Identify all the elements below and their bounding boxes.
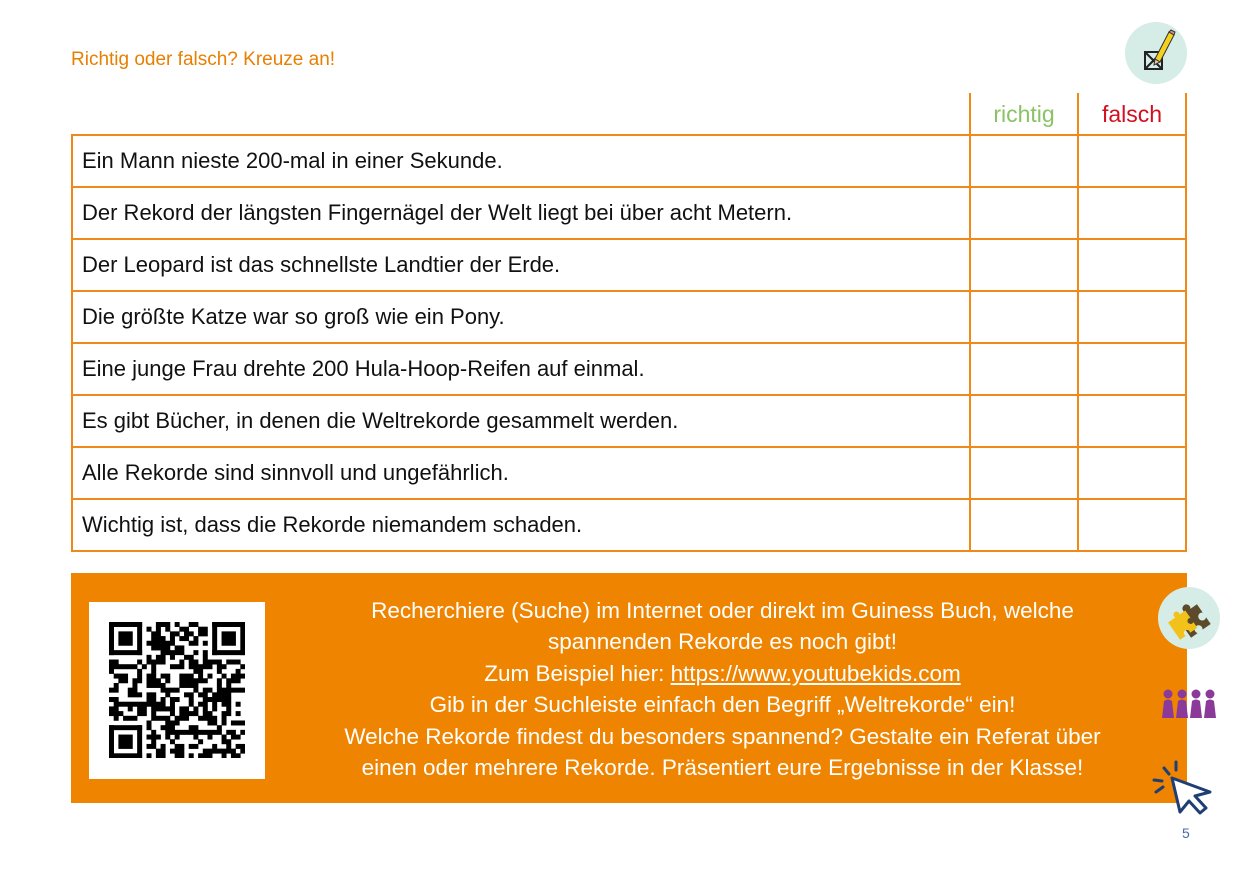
table-row [72, 239, 1186, 291]
check-cell-falsch[interactable] [1078, 343, 1186, 395]
table-row [72, 499, 1186, 551]
pencil-checkbox-icon [1125, 22, 1187, 84]
research-line: Welche Rekorde findest du besonders spannend? Gestalte ein Referat über [344, 723, 1101, 749]
statement-text: Die größte Katze war so groß wie ein Pony. [72, 291, 970, 343]
table-row [72, 135, 1186, 187]
check-cell-falsch[interactable] [1078, 187, 1186, 239]
check-cell-richtig[interactable] [970, 239, 1078, 291]
column-header-richtig: richtig [970, 93, 1078, 135]
check-cell-richtig[interactable] [970, 395, 1078, 447]
statement-text: Der Leopard ist das schnellste Landtier der Erde. [72, 239, 970, 291]
research-line: Gib in der Suchleiste einfach den Begriff „Weltrekorde“ ein! [429, 692, 1016, 718]
check-cell-richtig[interactable] [970, 135, 1078, 187]
research-line: Zum Beispiel hier: https://www.youtubekids.com [484, 660, 961, 686]
table-row [72, 187, 1186, 239]
qr-code[interactable] [89, 602, 265, 779]
cursor-click-icon [1150, 760, 1216, 821]
research-line: einen oder mehrere Rekorde. Präsentiert eure Ergebnisse in der Klasse! [361, 755, 1084, 781]
research-instructions [276, 595, 1169, 783]
table-row [72, 447, 1186, 499]
statement-text: Der Rekord der längsten Fingernägel der Welt liegt bei über acht Metern. [72, 187, 970, 239]
check-cell-richtig[interactable] [970, 343, 1078, 395]
puzzle-icon [1158, 587, 1220, 649]
statement-text: Wichtig ist, dass die Rekorde niemandem schaden. [72, 499, 970, 551]
statement-text: Eine junge Frau drehte 200 Hula-Hoop-Reifen auf einmal. [72, 343, 970, 395]
youtubekids-link[interactable]: https://www.youtubekids.com [670, 660, 961, 686]
research-line: Recherchiere (Suche) im Internet oder direkt im Guiness Buch, welche [371, 598, 1074, 623]
check-cell-richtig[interactable] [970, 291, 1078, 343]
research-panel [71, 573, 1187, 803]
table-row [72, 343, 1186, 395]
check-cell-falsch[interactable] [1078, 395, 1186, 447]
statement-text: Es gibt Bücher, in denen die Weltrekorde gesammelt werden. [72, 395, 970, 447]
check-cell-falsch[interactable] [1078, 135, 1186, 187]
statement-text: Ein Mann nieste 200-mal in einer Sekunde. [72, 135, 970, 187]
table-row [72, 395, 1186, 447]
check-cell-falsch[interactable] [1078, 291, 1186, 343]
column-header-falsch: falsch [1078, 93, 1186, 135]
statement-text: Alle Rekorde sind sinnvoll und ungefährlich. [72, 447, 970, 499]
check-cell-falsch[interactable] [1078, 447, 1186, 499]
qr-code-image [109, 622, 245, 758]
research-line: spannenden Rekorde es noch gibt! [547, 629, 897, 655]
quiz-table [71, 93, 1187, 552]
check-cell-richtig[interactable] [970, 187, 1078, 239]
instruction-heading: Richtig oder falsch? Kreuze an! [71, 49, 336, 70]
check-cell-falsch[interactable] [1078, 499, 1186, 551]
check-cell-richtig[interactable] [970, 447, 1078, 499]
table-row [72, 291, 1186, 343]
table-header-row [72, 93, 1186, 135]
page-number: 5 [1182, 825, 1190, 841]
check-cell-richtig[interactable] [970, 499, 1078, 551]
check-cell-falsch[interactable] [1078, 239, 1186, 291]
group-people-icon [1161, 689, 1219, 724]
